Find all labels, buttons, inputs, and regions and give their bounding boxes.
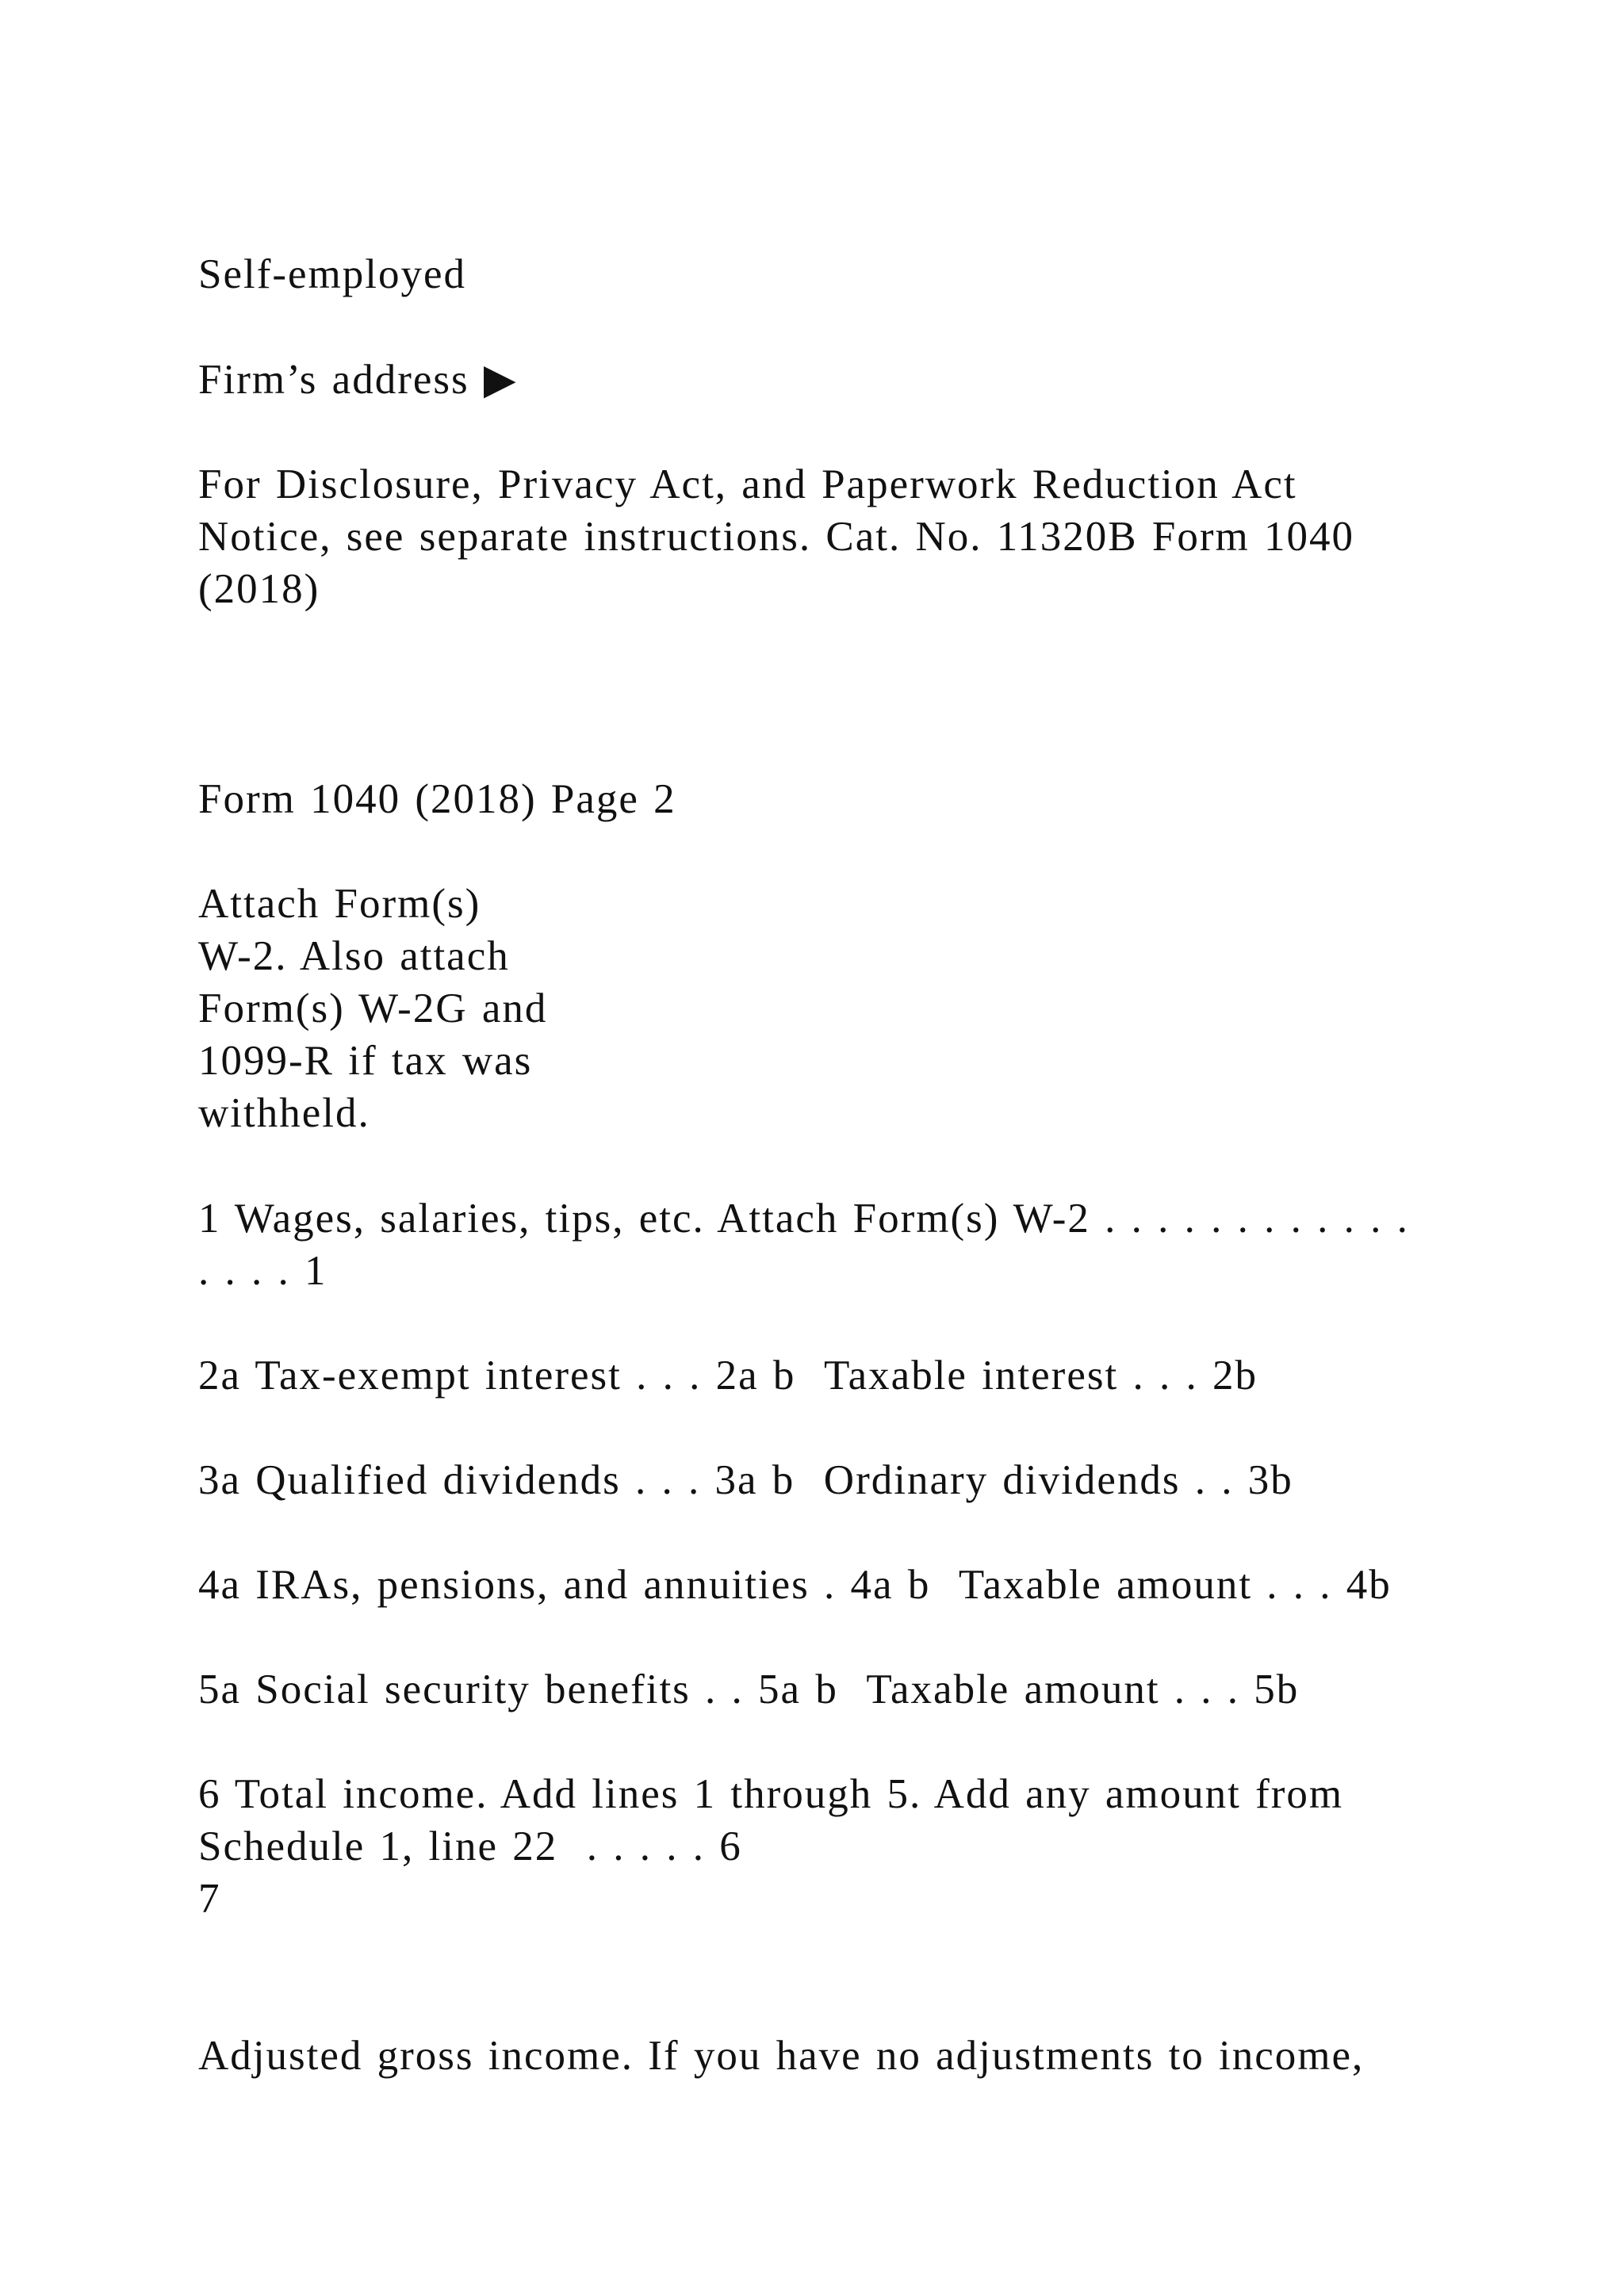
text-attach-forms-line-2: W-2. Also attach — [198, 933, 510, 979]
text-line-6-total-income: 6 Total income. Add lines 1 through 5. Add any amount from — [198, 1771, 1344, 1817]
text-line-1-wages-cont: . . . . 1 — [198, 1248, 327, 1294]
text-self-employed: Self-employed — [198, 251, 467, 297]
text-line-1-wages: 1 Wages, salaries, tips, etc. Attach Form(s) W-2 . . . . . . . . . . . . — [198, 1196, 1409, 1242]
text-page-header: Form 1040 (2018) Page 2 — [198, 776, 676, 822]
text-line-3-dividends: 3a Qualified dividends . . . 3a b Ordinary dividends . . 3b — [198, 1457, 1293, 1503]
text-disclosure-notice-line-1: For Disclosure, Privacy Act, and Paperwork Reduction Act — [198, 461, 1297, 507]
text-disclosure-notice-line-3: (2018) — [198, 566, 320, 612]
text-attach-forms-line-5: withheld. — [198, 1090, 370, 1136]
text-line-2-interest: 2a Tax-exempt interest . . . 2a b Taxable interest . . . 2b — [198, 1353, 1258, 1399]
text-line-5-social-security: 5a Social security benefits . . 5a b Taxable amount . . . 5b — [198, 1667, 1300, 1712]
text-line-6-total-income-cont: Schedule 1, line 22 . . . . . 6 — [198, 1823, 742, 1869]
text-attach-forms-line-4: 1099-R if tax was — [198, 1038, 533, 1084]
text-attach-forms-line-1: Attach Form(s) — [198, 881, 481, 927]
text-line-4-iras: 4a IRAs, pensions, and annuities . 4a b Taxable amount . . . 4b — [198, 1562, 1392, 1608]
text-adjusted-gross-income: Adjusted gross income. If you have no adjustments to income, — [198, 2033, 1365, 2079]
text-attach-forms-line-3: Form(s) W-2G and — [198, 985, 548, 1031]
text-firms-address: Firm’s address ▶ — [198, 357, 518, 403]
text-disclosure-notice-line-2: Notice, see separate instructions. Cat. No. 11320B Form 1040 — [198, 514, 1354, 560]
text-line-7-number: 7 — [198, 1876, 221, 1922]
